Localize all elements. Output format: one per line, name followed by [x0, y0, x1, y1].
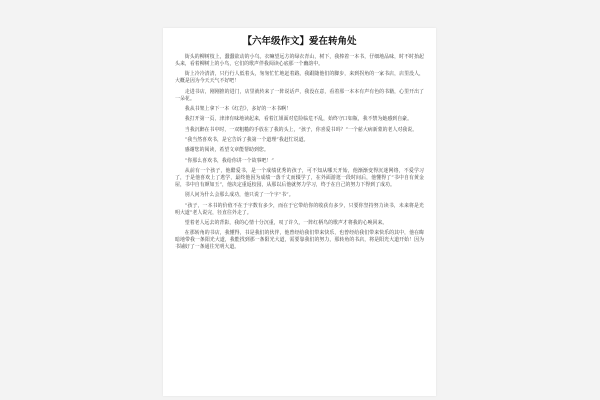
paragraph: “孩子，一本书的价值不在于字数有多少，而在于它带给你的收获有多少，只要你坚持努力读书，未来将是光明大道”老人说完，径直往外走了。: [175, 202, 424, 216]
paragraph: 在那转角的书店，我懂得，书是我们的伙伴，他曾经给我们带来快乐，也曾经给我们带来快乐的其中，他在晦暗地带我一条阳光大道，我能找到那一条阳光大道，需要靠我们的努力，那转角的书店，将是阳光大道开始！因为书铺好了一条通往光明大道。: [175, 230, 424, 251]
document-body: [163, 54, 436, 252]
paragraph: “你那么喜欢书，我给你讲一个故事吧！”: [184, 157, 274, 164]
paragraph: 当我沉醉在书中时，一双粗糙的手放在了我的头上，“孩子，你喜爱书吗？”一个慈大病新蒙的老人对我说。: [184, 126, 418, 133]
paragraph: 走进书店，刚刚推的进门，店里就传来了一阵说话声，我没在意，看着那一本本有声有色的书籍，心里开出了一朵花。: [175, 88, 424, 102]
paragraph: 望着老人远去的背影，我的心情十分沉重，叹了许久，一阵红柄鸟的歌声才将我的心唤回来。: [184, 219, 388, 226]
paragraph: 感谢您的阅读，希望文章能帮助到您。: [184, 147, 269, 154]
paragraph: 从前有一个孩子，他酷爱书，是一个成绩优秀的孩子，可不知从哪天开始，他渐渐变得沉迷网络，不爱学习了，于是他喜欢上了逃学，最终他因为成绩一落千丈而辍学了，在外面游逛一段时间后，他懂得了“书中自有黄金屋，书中自有颜如玉”，他决定重返校园，从那以后他就努力学习，终于在自己的努力下得到了成功。: [175, 167, 424, 188]
document-page: [163, 28, 436, 396]
paragraph: 我打开第一页，津津有味地读起来，看着江姐面对危险临危不乱，始终守口如瓶，我不禁为她感到自豪。: [184, 116, 413, 123]
paragraph: 别人问为什么会那么成功，他只说了一个字“书”。: [184, 192, 294, 199]
paragraph: “我当然喜欢书，是它告诉了我第一个道理”我赶忙说道。: [184, 136, 309, 143]
paragraph: 街头的柳树枝上，蠢蠢欲动的小鸟。衣嘛望远方的绿衣青山，树下，我捧着一本书，仔细地品味，时不时抬起头来，看着柳树上的小鸟，它们的歌声伴我阅读心底那一个幽韵中。: [175, 54, 424, 68]
paragraph: 我从书架上拿下一本《红岩》，多好的一本书啊！: [184, 106, 292, 113]
paragraph: 街上冷冷清清，只行行人低着头，匆匆忙忙地赶着路。我跟随他们的脚步，来到拐角的一家书店，店里没人，大概是因为今天天气不好吧！: [175, 71, 424, 85]
document-title: 【六年级作文】爱在转角处: [242, 36, 357, 47]
